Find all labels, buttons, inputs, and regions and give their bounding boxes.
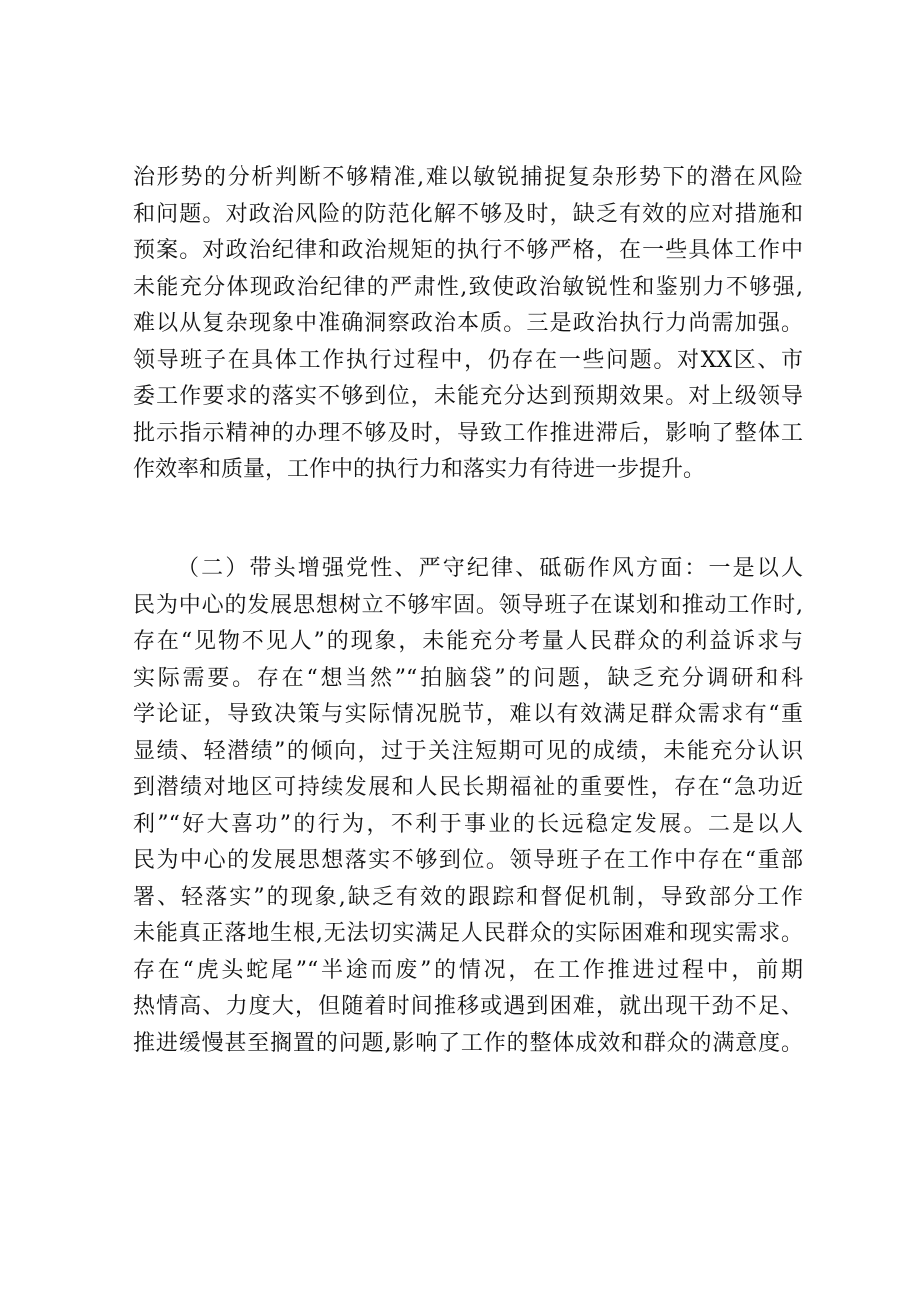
text-line: 批示指示精神的办理不够及时，导致工作推进滞后，影响了整体工 — [133, 420, 803, 446]
text-line: 和问题。对政治风险的防范化解不够及时，缺乏有效的应对措施和 — [133, 201, 803, 227]
text-line: 署、轻落实”的现象,缺乏有效的跟踪和督促机制，导致部分工作 — [133, 884, 803, 910]
paragraph-political-execution — [133, 160, 803, 489]
text-line: 预案。对政治纪律和政治规矩的执行不够严格，在一些具体工作中 — [133, 238, 803, 263]
text-line: 实际需要。存在“想当然”“拍脑袋”的问题，缺乏充分调研和科 — [133, 665, 803, 691]
text-line: 推进缓慢甚至搁置的问题,影响了工作的整体成效和群众的满意度。 — [133, 1030, 803, 1056]
text-line: 显绩、轻潜绩”的倾向，过于关注短期可见的成绩，未能充分认识 — [133, 738, 803, 764]
text-line: 民为中心的发展思想落实不够到位。领导班子在工作中存在“重部 — [133, 848, 803, 873]
text-line: 民为中心的发展思想树立不够牢固。领导班子在谋划和推动工作时, — [133, 592, 803, 618]
text-line: 存在“见物不见人”的现象，未能充分考量人民群众的利益诉求与 — [133, 629, 803, 654]
text-line: 委工作要求的落实不够到位，未能充分达到预期效果。对上级领导 — [133, 384, 803, 409]
text-line: 难以从复杂现象中准确洞察政治本质。三是政治执行力尚需加强。 — [133, 311, 803, 336]
text-line: 热情高、力度大，但随着时间推移或遇到困难，就出现干劲不足、 — [133, 994, 803, 1019]
text-line: 领导班子在具体工作执行过程中，仍存在一些问题。对XX区、市 — [133, 347, 803, 373]
text-line: 治形势的分析判断不够精准,难以敏锐捕捉复杂形势下的潜在风险 — [133, 165, 803, 190]
text-line: 作效率和质量，工作中的执行力和落实力有待进一步提升。 — [133, 457, 706, 482]
paragraph-party-discipline — [133, 551, 803, 1062]
text-line: 利”“好大喜功”的行为，不利于事业的长远稳定发展。二是以人 — [133, 811, 803, 837]
text-line: 到潜绩对地区可持续发展和人民长期福祉的重要性，存在“急功近 — [133, 775, 803, 800]
text-line: 存在“虎头蛇尾”“半途而废”的情况，在工作推进过程中，前期 — [133, 957, 803, 983]
text-line: 未能真正落地生根,无法切实满足人民群众的实际困难和现实需求。 — [133, 921, 803, 946]
text-line: 未能充分体现政治纪律的严肃性,致使政治敏锐性和鉴别力不够强, — [133, 274, 803, 300]
section-heading-line: （二）带头增强党性、严守纪律、砥砺作风方面：一是以人 — [177, 556, 803, 581]
text-line: 学论证，导致决策与实际情况脱节，难以有效满足群众需求有“重 — [133, 702, 803, 727]
